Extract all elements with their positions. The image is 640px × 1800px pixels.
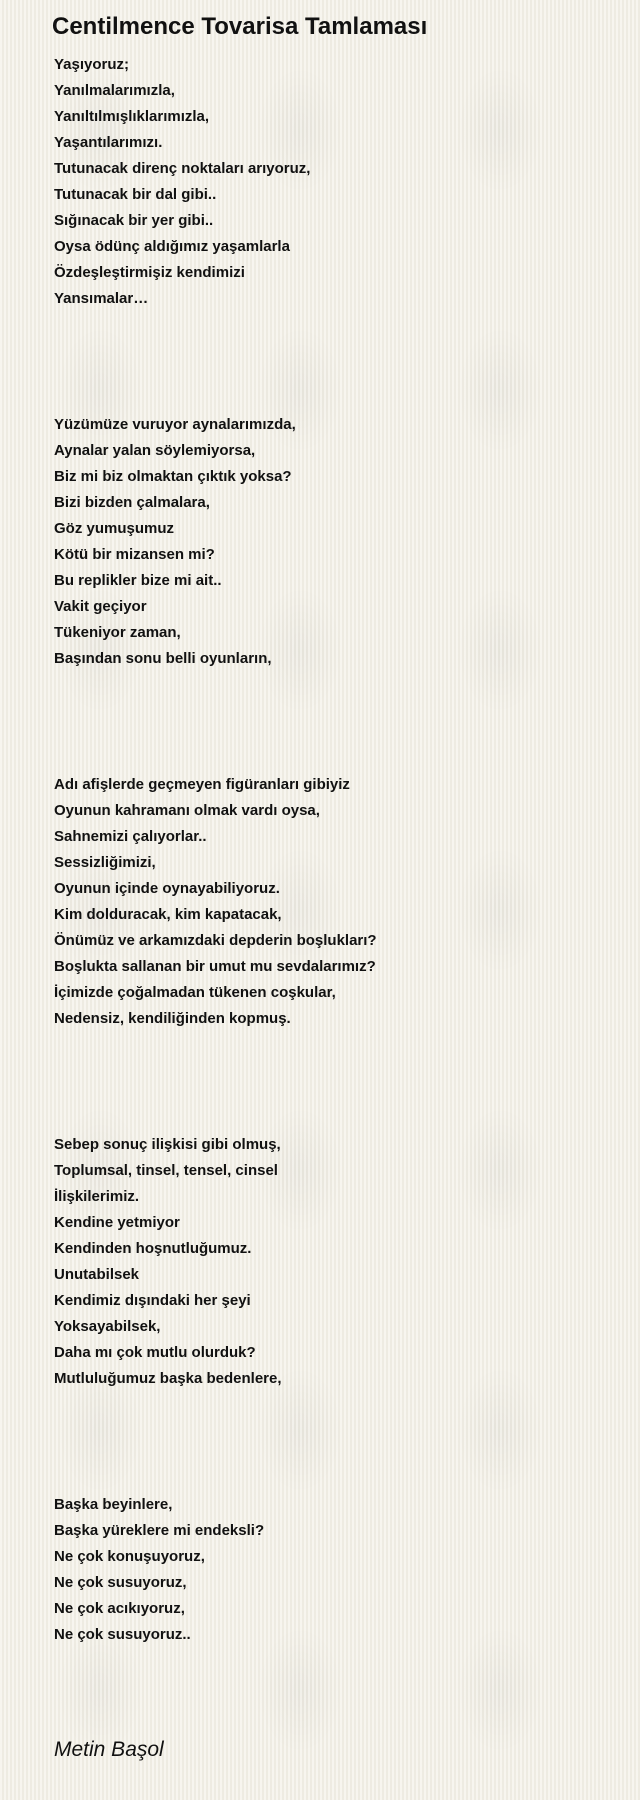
poem-line: Ne çok susuyoruz, <box>54 1574 187 1591</box>
poem-line: Sahnemizi çalıyorlar.. <box>54 828 207 845</box>
stanza-1 <box>54 52 310 312</box>
poem-line: Özdeşleştirmişiz kendimizi <box>54 264 245 281</box>
poem-line: Yanılmalarımızla, <box>54 82 175 99</box>
poem-line: Adı afişlerde geçmeyen figüranları gibiyiz <box>54 776 350 793</box>
poem-line: Yaşıyoruz; <box>54 56 130 73</box>
poem-line: Biz mi biz olmaktan çıktık yoksa? <box>54 468 292 485</box>
poem-line: Boşlukta sallanan bir umut mu sevdalarımız? <box>54 958 376 975</box>
poem-line: Bu replikler bize mi ait.. <box>54 572 222 589</box>
poem-line: Ne çok susuyoruz.. <box>54 1626 191 1643</box>
poem-line: Kim dolduracak, kim kapatacak, <box>54 906 282 923</box>
poem-line: Tutunacak bir dal gibi.. <box>54 186 217 203</box>
poem-line: Kötü bir mizansen mi? <box>54 546 215 563</box>
poem-line: Başından sonu belli oyunların, <box>54 650 272 667</box>
poem-line: Oyunun kahramanı olmak vardı oysa, <box>54 802 320 819</box>
poem-line: Ne çok konuşuyoruz, <box>54 1548 205 1565</box>
poem-line: Önümüz ve arkamızdaki depderin boşlukları? <box>54 932 377 949</box>
stanza-4 <box>54 1132 282 1392</box>
stanza-5 <box>54 1492 264 1648</box>
poem-line: Ne çok acıkıyoruz, <box>54 1600 185 1617</box>
poem-line: İlişkilerimiz. <box>54 1188 140 1205</box>
poem-line: Oysa ödünç aldığımız yaşamlarla <box>54 238 290 255</box>
poem-line: Yoksayabilsek, <box>54 1318 161 1335</box>
poem-line: Daha mı çok mutlu olurduk? <box>54 1344 256 1361</box>
poem-line: Kendine yetmiyor <box>54 1214 180 1231</box>
poem-line: Yanıltılmışlıklarımızla, <box>54 108 210 125</box>
poem-line: Vakit geçiyor <box>54 598 147 615</box>
poem-line: Mutluluğumuz başka bedenlere, <box>54 1370 282 1387</box>
poem-line: Göz yumuşumuz <box>54 520 175 537</box>
poem-line: İçimizde çoğalmadan tükenen coşkular, <box>54 984 336 1001</box>
poem-line: Kendimiz dışındaki her şeyi <box>54 1292 251 1309</box>
poem-title: Centilmence Tovarisa Tamlaması <box>52 13 428 40</box>
poem-line: Aynalar yalan söylemiyorsa, <box>54 442 256 459</box>
poem-line: Sebep sonuç ilişkisi gibi olmuş, <box>54 1136 281 1153</box>
poem-line: Kendinden hoşnutluğumuz. <box>54 1240 252 1257</box>
poem-line: Toplumsal, tinsel, tensel, cinsel <box>54 1162 278 1179</box>
poem-line: Başka beyinlere, <box>54 1496 173 1513</box>
stanza-3 <box>54 772 377 1032</box>
stanza-2 <box>54 412 296 672</box>
poem-line: Nedensiz, kendiliğinden kopmuş. <box>54 1010 291 1027</box>
poem-line: Sığınacak bir yer gibi.. <box>54 212 214 229</box>
poem-line: Yüzümüze vuruyor aynalarımızda, <box>54 416 296 433</box>
poem-line: Tutunacak direnç noktaları arıyoruz, <box>54 160 311 177</box>
poem-line: Sessizliğimizi, <box>54 854 156 871</box>
poem-line: Tükeniyor zaman, <box>54 624 181 641</box>
poem-line: Yansımalar… <box>54 290 149 307</box>
poem-line: Başka yüreklere mi endeksli? <box>54 1522 265 1539</box>
poem-line: Yaşantılarımızı. <box>54 134 163 151</box>
poem-line: Bizi bizden çalmalara, <box>54 494 210 511</box>
poem-line: Oyunun içinde oynayabiliyoruz. <box>54 880 280 897</box>
poem-line: Unutabilsek <box>54 1266 140 1283</box>
author-name: Metin Başol <box>54 1738 164 1761</box>
